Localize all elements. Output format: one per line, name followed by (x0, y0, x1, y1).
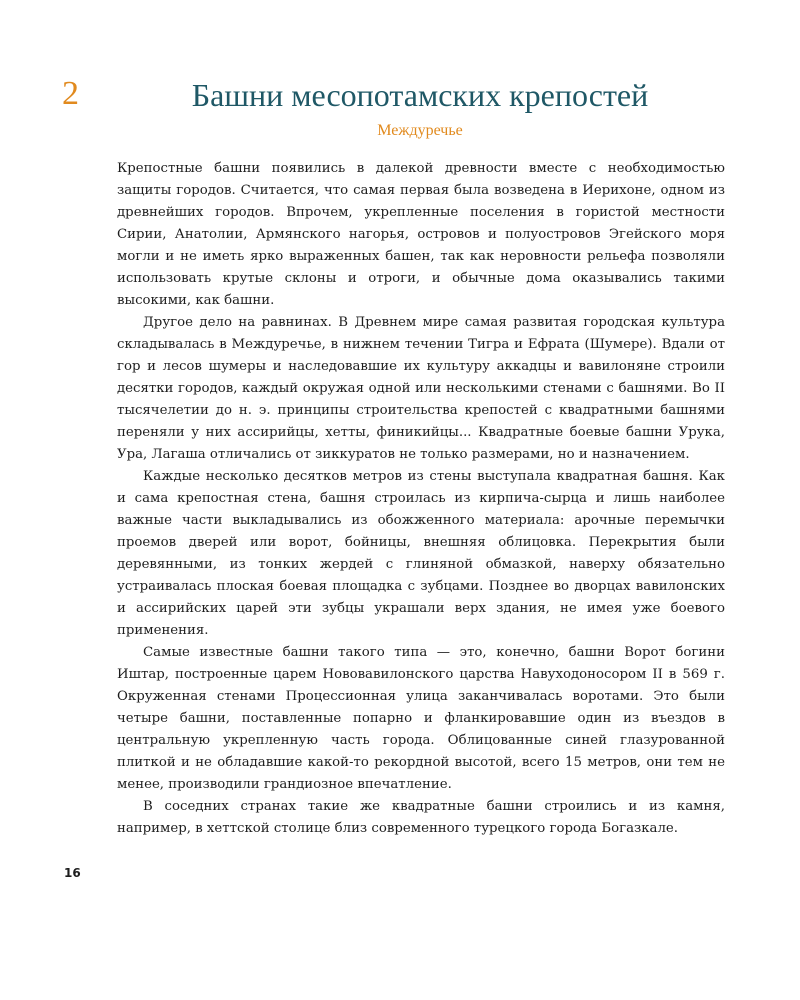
chapter-subtitle: Междуречье (377, 122, 463, 139)
paragraph: Каждые несколько десятков метров из стены выступала квадратная башня. Как и сама крепостная стена, башня строилась из кирпича-сырца и лишь наиболее важные части выкладывались из обожженного материала: арочные перемычки проемов дверей или ворот, бойницы, внешняя облицовка. Перекрытия были деревянными, из тонких жердей с глиняной обмазкой, наверху обязательно устраивалась плоская боевая площадка с зубцами. Позднее во дворцах вавилонских и ассирийских царей эти зубцы украшали верх здания, не имея уже боевого применения. (117, 469, 725, 638)
body-text (117, 158, 725, 840)
paragraph: Крепостные башни появились в далекой древности вместе с необходимостью защиты городов. Считается, что самая первая была возведена в Иерихоне, одном из древнейших городов. Впрочем, укрепленные поселения в гористой местности Сирии, Анатолии, Армянского нагорья, островов и полуостровов Эгейского моря могли и не иметь ярко выраженных башен, так как неровности рельефа позволяли использовать крутые склоны и отроги, и обычные дома оказывались такими высокими, как башни. (117, 161, 725, 308)
chapter-title: Башни месопотамских крепостей (191, 77, 649, 113)
paragraph: В соседних странах такие же квадратные башни строились и из камня, например, в хеттской столице близ современного турецкого города Богазкале. (117, 799, 725, 836)
chapter-number: 2 (62, 75, 79, 112)
paragraph: Другое дело на равнинах. В Древнем мире самая развитая городская культура складывалась в Междуречье, в нижнем течении Тигра и Ефрата (Шумере). Вдали от гор и лесов шумеры и наследовавшие их культуру аккадцы и вавилоняне строили десятки городов, каждый окружая одной или несколькими стенами с башнями. Во II тысячелетии до н. э. принципы строительства крепостей с квадратными башнями переняли у них ассирийцы, хетты, финикийцы... Квадратные боевые башни Урука, Ура, Лагаша отличались от зиккуратов не только размерами, но и назначением. (117, 315, 725, 462)
paragraph: Самые известные башни такого типа — это, конечно, башни Ворот богини Иштар, построенные царем Нововавилонского царства Навуходоносором II в 569 г. Окруженная стенами Процессионная улица заканчивалась воротами. Это были четыре башни, поставленные попарно и фланкировавшие один из въездов в центральную укрепленную часть города. Облицованные синей глазурованной плиткой и не обладавшие какой-то рекордной высотой, всего 15 метров, они тем не менее, производили грандиозное впечатление. (117, 645, 725, 792)
page-number: 16 (64, 866, 81, 880)
